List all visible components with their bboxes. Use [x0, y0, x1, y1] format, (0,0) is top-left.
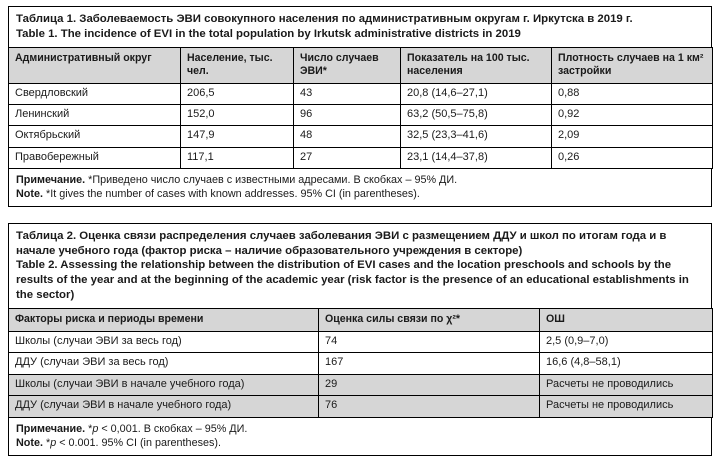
- table2-body: [9, 331, 713, 417]
- table1-cell-district: Свердловский: [9, 83, 181, 104]
- table2-caption: [8, 223, 712, 308]
- table2-note-ru-label: Примечание.: [16, 422, 86, 435]
- table2-note-en: Note. *p < 0.001. 95% CI (in parentheses).: [16, 436, 221, 449]
- table2: [8, 308, 713, 417]
- table1-note: [8, 169, 712, 207]
- table2-cell-chi2: 29: [319, 374, 540, 395]
- table1-cell-population: 147,9: [181, 126, 294, 147]
- table1-note-ru-text: *Приведено число случаев с известными адресами. В скобках – 95% ДИ.: [85, 174, 458, 187]
- table1: [8, 47, 713, 169]
- table2-block: [8, 223, 712, 455]
- table2-cell-factor: ДДУ (случаи ЭВИ за весь год): [9, 353, 319, 374]
- table1-cell-cases: 48: [294, 126, 401, 147]
- table2-note-en-italic: p: [50, 436, 57, 449]
- table2-header-row: [9, 309, 713, 332]
- table2-cell-or: Расчеты не проводились: [540, 374, 713, 395]
- table2-cell-or: 2,5 (0,9–7,0): [540, 331, 713, 352]
- table2-col-chi2: Оценка силы связи по χ²*: [319, 309, 540, 332]
- table1-cell-density: 0,26: [552, 147, 713, 168]
- table2-caption-ru: Таблица 2. Оценка связи распределения случаев заболевания ЭВИ с размещением ДДУ и школ по итогам года и в начале учебного года (фактор риска – наличие образовательного учреждения в секторе): [16, 230, 667, 257]
- table-row: [9, 331, 713, 352]
- table1-cell-district: Правобережный: [9, 147, 181, 168]
- table2-note-en-text: < 0.001. 95% CI (in parentheses).: [56, 436, 221, 449]
- table1-note-ru-label: Примечание.: [16, 174, 86, 187]
- table1-col-district: Административный округ: [9, 48, 181, 83]
- table2-cell-factor: Школы (случаи ЭВИ за весь год): [9, 331, 319, 352]
- table1-cell-rate: 23,1 (14,4–37,8): [401, 147, 552, 168]
- table1-cell-population: 206,5: [181, 83, 294, 104]
- table-row: [9, 83, 713, 104]
- table1-col-rate: Показатель на 100 тыс. населения: [401, 48, 552, 83]
- table2-cell-chi2: 74: [319, 331, 540, 352]
- table2-note-en-label: Note.: [16, 436, 43, 449]
- table2-cell-chi2: 76: [319, 396, 540, 417]
- table1-cell-rate: 20,8 (14,6–27,1): [401, 83, 552, 104]
- table1-cell-density: 0,92: [552, 105, 713, 126]
- table-row: [9, 396, 713, 417]
- table2-cell-or: Расчеты не проводились: [540, 396, 713, 417]
- table2-note: [8, 418, 712, 456]
- table2-note-ru-text: < 0,001. В скобках – 95% ДИ.: [98, 422, 248, 435]
- table1-col-cases: Число случаев ЭВИ*: [294, 48, 401, 83]
- table1-note-en-text: *It gives the number of cases with known addresses. 95% CI (in parentheses).: [43, 188, 420, 201]
- table1-note-en: [16, 187, 704, 201]
- table1-cell-district: Октябрьский: [9, 126, 181, 147]
- table2-cell-chi2: 167: [319, 353, 540, 374]
- table-row: [9, 126, 713, 147]
- table-row: [9, 105, 713, 126]
- table1-note-ru: [16, 173, 704, 187]
- table1-cell-population: 152,0: [181, 105, 294, 126]
- table1-cell-cases: 27: [294, 147, 401, 168]
- table1-cell-density: 0,88: [552, 83, 713, 104]
- table2-note-ru: Примечание. *p < 0,001. В скобках – 95% ДИ.: [16, 422, 248, 435]
- table1-cell-district: Ленинский: [9, 105, 181, 126]
- table1-cell-cases: 43: [294, 83, 401, 104]
- table1-caption: [8, 6, 712, 47]
- table2-col-factors: Факторы риска и периоды времени: [9, 309, 319, 332]
- table1-cell-density: 2,09: [552, 126, 713, 147]
- table2-note-ru-italic: p: [92, 422, 99, 435]
- table1-note-en-label: Note.: [16, 188, 43, 201]
- table-row: [9, 374, 713, 395]
- table2-caption-en: Table 2. Assessing the relationship between the distribution of EVI cases and the location preschools and schools by the results of the year and at the beginning of the academic year (risk factor is the presence of an educational establishments in the sector): [16, 259, 689, 301]
- table1-col-population: Население, тыс. чел.: [181, 48, 294, 83]
- table1-cell-rate: 32,5 (23,3–41,6): [401, 126, 552, 147]
- table1-block: [8, 6, 712, 207]
- table1-header-row: [9, 48, 713, 83]
- section-spacer: [8, 207, 712, 223]
- table1-caption-ru: Таблица 1. Заболеваемость ЭВИ совокупного населения по административным округам г. Иркутска в 2019 г.: [16, 13, 633, 25]
- table1-cell-cases: 96: [294, 105, 401, 126]
- table1-header: [9, 48, 713, 83]
- table2-header: [9, 309, 713, 332]
- table1-body: [9, 83, 713, 169]
- table1-cell-rate: 63,2 (50,5–75,8): [401, 105, 552, 126]
- table2-cell-factor: Школы (случаи ЭВИ в начале учебного года): [9, 374, 319, 395]
- table-row: [9, 353, 713, 374]
- table1-cell-population: 117,1: [181, 147, 294, 168]
- table2-cell-or: 16,6 (4,8–58,1): [540, 353, 713, 374]
- table-row: [9, 147, 713, 168]
- table2-col-or: ОШ: [540, 309, 713, 332]
- table1-col-density: Плотность случаев на 1 км² застройки: [552, 48, 713, 83]
- table2-cell-factor: ДДУ (случаи ЭВИ в начале учебного года): [9, 396, 319, 417]
- table1-caption-en: Table 1. The incidence of EVI in the total population by Irkutsk administrative districts in 2019: [16, 27, 521, 40]
